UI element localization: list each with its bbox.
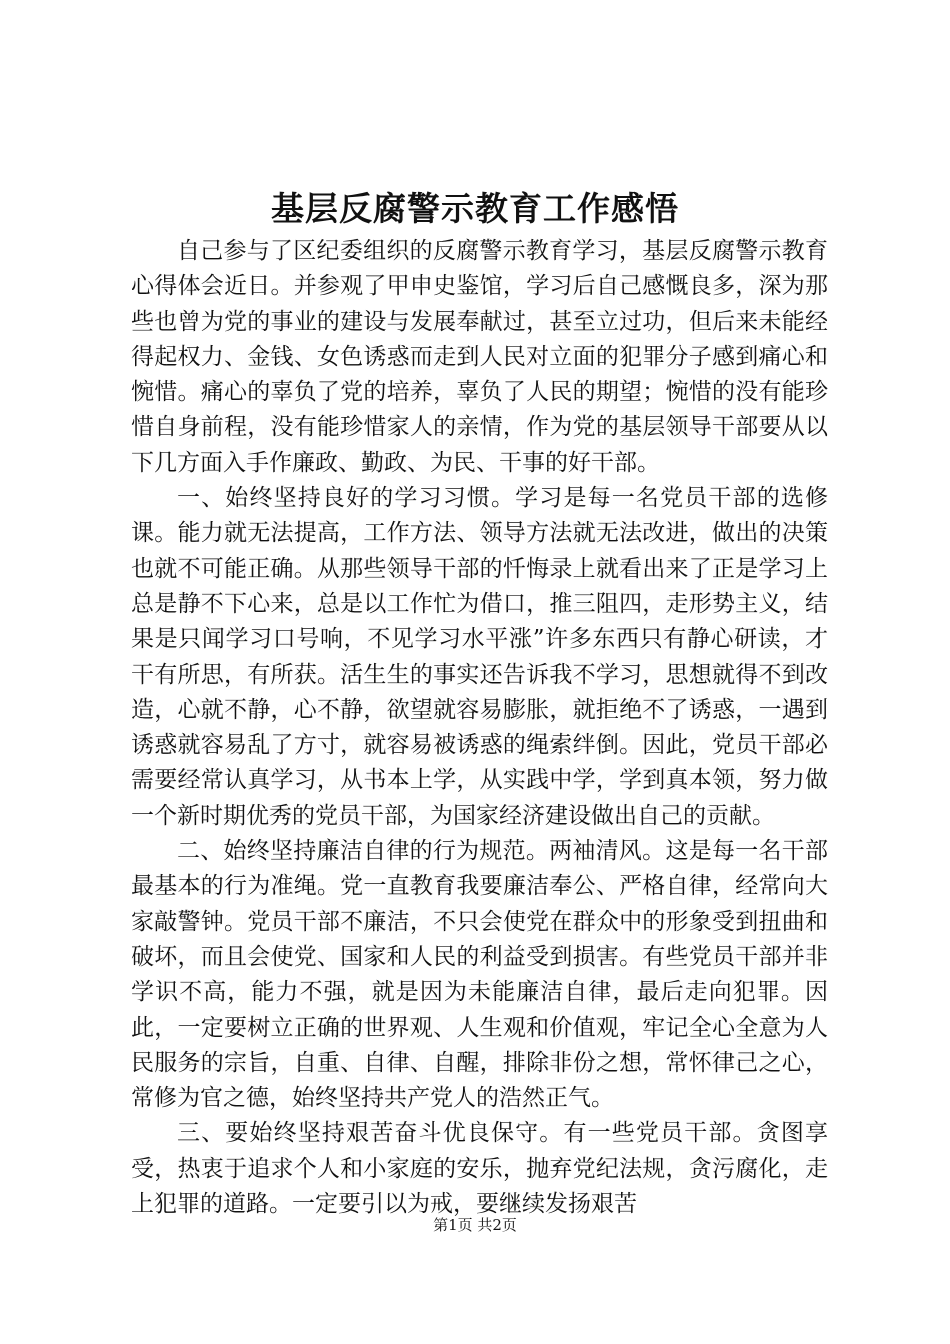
paragraph-section-3: 三、要始终坚持艰苦奋斗优良保守。有一些党员干部。贪图享受，热衷于追求个人和小家庭的安乐，抛弃党纪法规，贪污腐化，走上犯罪的道路。一定要引以为戒，要继续发扬艰苦 xyxy=(131,1120,828,1218)
page-number-footer: 第1页 共2页 xyxy=(433,1216,517,1234)
paragraph-intro: 自己参与了区纪委组织的反腐警示教育学习，基层反腐警示教育心得体会近日。并参观了甲申史鉴馆，学习后自己感慨良多，深为那些也曾为党的事业的建设与发展奉献过，甚至立过功，但后来未能经得起权力、金钱、女色诱惑而走到人民对立面的犯罪分子感到痛心和惋惜。痛心的辜负了党的培养，辜负了人民的期望；惋惜的没有能珍惜自身前程，没有能珍惜家人的亲情，作为党的基层领导干部要从以下几方面入手作廉政、勤政、为民、干事的好干部。 xyxy=(131,238,828,476)
paragraph-section-2: 二、始终坚持廉洁自律的行为规范。两袖清风。这是每一名干部最基本的行为准绳。党一直教育我要廉洁奉公、严格自律，经常向大家敲警钟。党员干部不廉洁，不只会使党在群众中的形象受到扭曲和破坏，而且会使党、国家和人民的利益受到损害。有些党员干部并非学识不高，能力不强，就是因为未能廉洁自律，最后走向犯罪。因此，一定要树立正确的世界观、人生观和价值观，牢记全心全意为人民服务的宗旨，自重、自律、自醒，排除非份之想，常怀律己之心，常修为官之德，始终坚持共产党人的浩然正气。 xyxy=(131,838,828,1112)
document-title: 基层反腐警示教育工作感悟 xyxy=(271,189,679,228)
paragraph-section-1: 一、始终坚持良好的学习习惯。学习是每一名党员干部的选修课。能力就无法提高，工作方法、领导方法就无法改进，做出的决策也就不可能正确。从那些领导干部的忏悔录上就看出来了正是学习上总是静不下心来，总是以工作忙为借口，推三阻四，走形势主义，结果是只闻学习口号响，不见学习水平涨”许多东西只有静心研读，才干有所思，有所获。活生生的事实还告诉我不学习，思想就得不到改造，心就不静，心不静，欲望就容易膨胀，就拒绝不了诱惑，一遇到诱惑就容易乱了方寸，就容易被诱惑的绳索绊倒。因此，党员干部必需要经常认真学习，从书本上学，从实践中学，学到真本领，努力做一个新时期优秀的党员干部，为国家经济建设做出自己的贡献。 xyxy=(131,485,828,829)
document-body xyxy=(131,234,828,1222)
